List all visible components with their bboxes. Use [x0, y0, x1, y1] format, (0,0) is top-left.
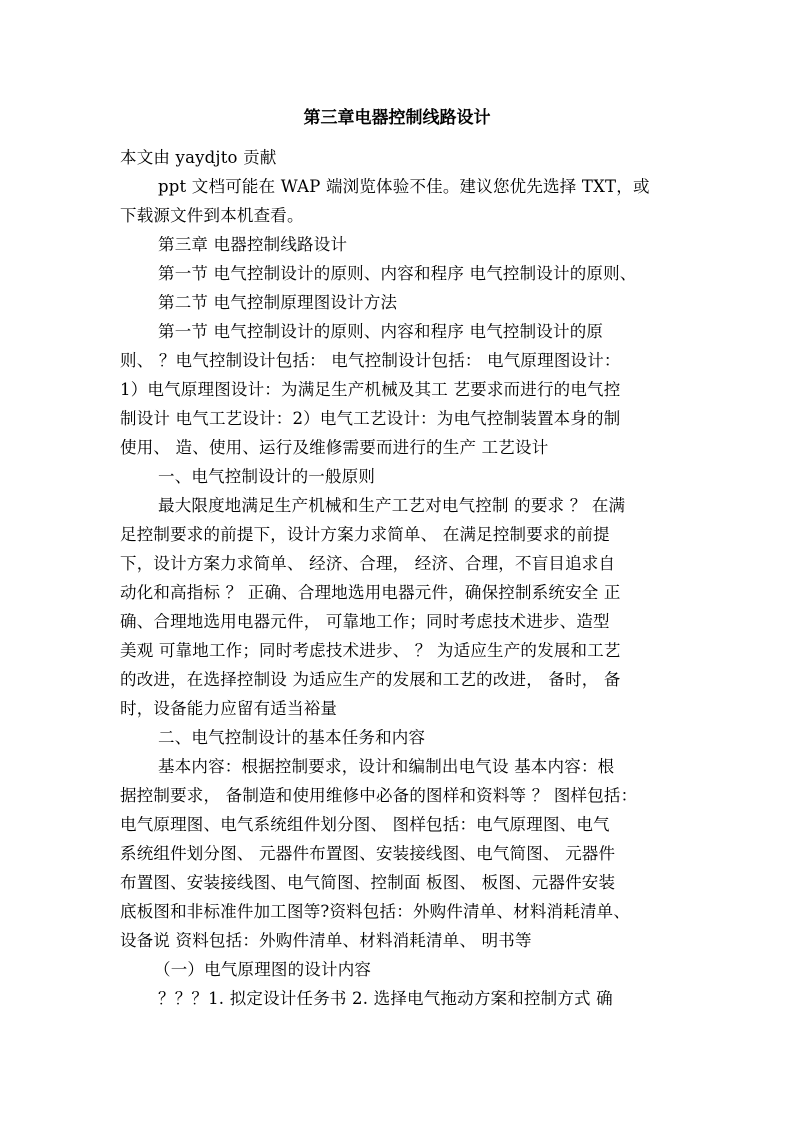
paragraph-line: 第一节 电气控制设计的原则、内容和程序 电气控制设计的原	[158, 322, 604, 341]
paragraph-line: 据控制要求， 备制造和使用维修中必备的图样和资料等 ？ 图样包括：	[120, 786, 638, 805]
document-title: 第三章电器控制线路设计	[303, 108, 491, 128]
subsection-heading: 二、电气控制设计的基本任务和内容	[158, 728, 426, 747]
paragraph-line: 确、合理地选用电器元件， 可靠地工作；同时考虑技术进步、造型	[120, 612, 610, 631]
paragraph-line: 制设计 电气工艺设计：2）电气工艺设计：为电气控制装置本身的制	[120, 409, 621, 428]
author-line: 本文由 yaydjto 贡献	[120, 148, 277, 167]
paragraph-line: ppt 文档可能在 WAP 端浏览体验不佳。建议您优先选择 TXT，或	[158, 177, 650, 196]
paragraph-line: 美观 可靠地工作；同时考虑技术进步、 ？ 为适应生产的发展和工艺	[120, 641, 621, 660]
subsection-heading: 一、电气控制设计的一般原则	[158, 467, 376, 486]
subsection-heading: （一）电气原理图的设计内容	[154, 960, 372, 979]
paragraph-line: 布置图、安装接线图、电气简图、控制面 板图、 板图、元器件安装	[120, 873, 616, 892]
paragraph-line: 1）电气原理图设计：为满足生产机械及其工 艺要求而进行的电气控	[120, 380, 621, 399]
paragraph-line: 则、 ？电气控制设计包括： 电气控制设计包括： 电气原理图设计：	[120, 351, 621, 370]
paragraph-line: 系统组件划分图、 元器件布置图、安装接线图、电气简图、 元器件	[120, 844, 616, 863]
paragraph-line: 下载源文件到本机查看。	[120, 206, 304, 225]
paragraph-line: ？？？1. 拟定设计任务书 2. 选择电气拖动方案和控制方式 确	[158, 989, 613, 1008]
paragraph-line: 电气原理图、电气系统组件划分图、 图样包括：电气原理图、电气	[120, 815, 610, 834]
paragraph-line: 时，设备能力应留有适当裕量	[120, 699, 338, 718]
paragraph-line: 底板图和非标准件加工图等?资料包括：外购件清单、材料消耗清单、	[120, 902, 631, 921]
paragraph-line: 动化和高指标 ？ 正确、合理地选用电器元件，确保控制系统安全 正	[120, 583, 621, 602]
paragraph-line: 下，设计方案力求简单、 经济、合理， 经济、合理，不盲目追求自	[120, 554, 616, 573]
chapter-heading: 第三章 电器控制线路设计	[158, 235, 348, 254]
paragraph-line: 的改进，在选择控制设 为适应生产的发展和工艺的改进， 备时， 备	[120, 670, 621, 689]
paragraph-line: 设备说 资料包括：外购件清单、材料消耗清单、 明书等	[120, 931, 532, 950]
paragraph-line: 基本内容：根据控制要求，设计和编制出电气设 基本内容：根	[158, 757, 615, 776]
paragraph-line: 使用、 造、使用、运行及维修需要而进行的生产 工艺设计	[120, 438, 549, 457]
paragraph-line: 最大限度地满足生产机械和生产工艺对电气控制 的要求 ？ 在满	[158, 496, 626, 515]
paragraph-line: 足控制要求的前提下，设计方案力求简单、 在满足控制要求的前提	[120, 525, 610, 544]
section-heading: 第一节 电气控制设计的原则、内容和程序 电气控制设计的原则、	[158, 264, 637, 283]
section-heading: 第二节 电气控制原理图设计方法	[158, 293, 398, 312]
